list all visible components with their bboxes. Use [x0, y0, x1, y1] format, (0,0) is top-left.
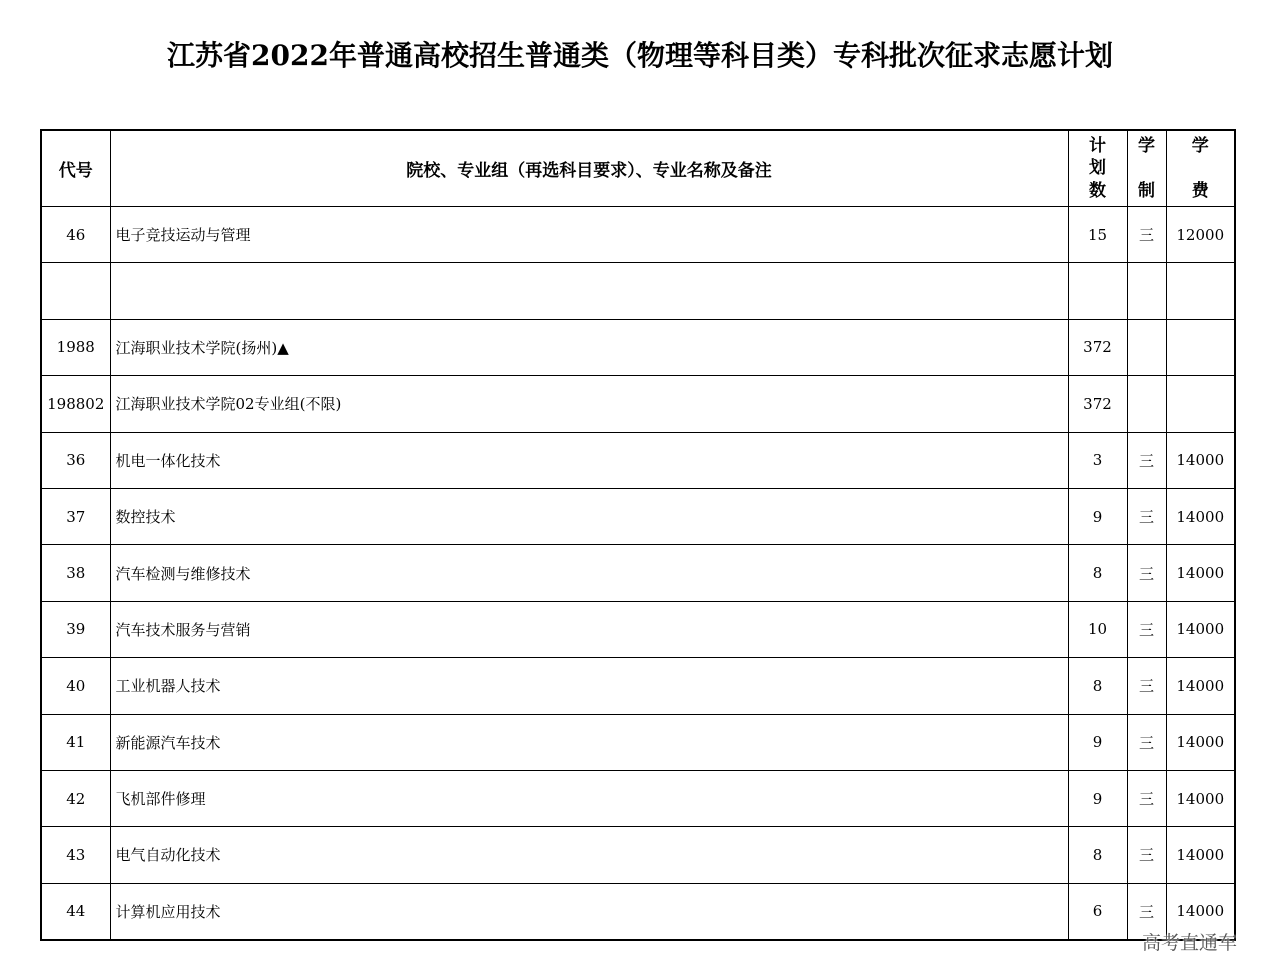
cell-plan: 10 [1068, 601, 1127, 657]
cell-name [110, 263, 1068, 319]
cell-fee: 14000 [1166, 770, 1235, 826]
table-row [41, 714, 1235, 770]
cell-name: 计算机应用技术 [110, 883, 1068, 939]
cell-name: 汽车检测与维修技术 [110, 545, 1068, 601]
cell-code: 37 [41, 488, 110, 544]
cell-plan [1068, 263, 1127, 319]
cell-fee: 14000 [1166, 488, 1235, 544]
table-row [41, 545, 1235, 601]
cell-code [41, 263, 110, 319]
cell-fee [1166, 376, 1235, 432]
table-row [41, 827, 1235, 883]
header-years-char: 制 [1138, 180, 1155, 201]
cell-name: 工业机器人技术 [110, 658, 1068, 714]
cell-code: 40 [41, 658, 110, 714]
cell-years: 三 [1127, 827, 1166, 883]
cell-plan: 372 [1068, 319, 1127, 375]
cell-code: 43 [41, 827, 110, 883]
header-name: 院校、专业组（再选科目要求）、专业名称及备注 [110, 130, 1068, 207]
table-row [41, 263, 1235, 319]
cell-code: 1988 [41, 319, 110, 375]
header-fee-char: 费 [1191, 180, 1209, 201]
table-row [41, 883, 1235, 939]
cell-fee: 14000 [1166, 601, 1235, 657]
cell-years: 三 [1127, 883, 1166, 939]
cell-plan: 372 [1068, 376, 1127, 432]
table-header-row [41, 130, 1235, 207]
cell-name: 电气自动化技术 [110, 827, 1068, 883]
cell-plan: 9 [1068, 714, 1127, 770]
page-title: 江苏省2022年普通高校招生普通类（物理等科目类）专科批次征求志愿计划 [167, 39, 1113, 72]
cell-years: 三 [1127, 432, 1166, 488]
enrollment-plan-table [40, 129, 1236, 941]
cell-years: 三 [1127, 770, 1166, 826]
header-fee [1166, 130, 1235, 207]
cell-years [1127, 319, 1166, 375]
cell-name: 江海职业技术学院(扬州)▲ [110, 319, 1068, 375]
cell-fee: 12000 [1166, 207, 1235, 263]
cell-plan: 9 [1068, 770, 1127, 826]
table-row [41, 488, 1235, 544]
cell-code: 39 [41, 601, 110, 657]
cell-fee: 14000 [1166, 545, 1235, 601]
cell-code: 46 [41, 207, 110, 263]
cell-years: 三 [1127, 488, 1166, 544]
header-years-char: 学 [1138, 135, 1155, 156]
table-row [41, 207, 1235, 263]
header-plan-char: 划 [1089, 158, 1106, 178]
header-plan [1068, 130, 1127, 207]
cell-fee: 14000 [1166, 827, 1235, 883]
watermark: 高考直通车 [1142, 932, 1238, 954]
cell-name: 新能源汽车技术 [110, 714, 1068, 770]
cell-fee: 14000 [1166, 883, 1235, 939]
cell-name: 江海职业技术学院02专业组(不限) [110, 376, 1068, 432]
cell-code: 38 [41, 545, 110, 601]
cell-plan: 8 [1068, 827, 1127, 883]
table-row [41, 658, 1235, 714]
table-row [41, 432, 1235, 488]
cell-plan: 15 [1068, 207, 1127, 263]
cell-years: 三 [1127, 601, 1166, 657]
cell-years: 三 [1127, 714, 1166, 770]
cell-plan: 8 [1068, 545, 1127, 601]
cell-fee: 14000 [1166, 658, 1235, 714]
cell-years: 三 [1127, 545, 1166, 601]
header-plan-char: 数 [1089, 180, 1106, 201]
cell-fee [1166, 263, 1235, 319]
header-fee-char: 学 [1191, 135, 1209, 156]
header-years [1127, 130, 1166, 207]
table-row [41, 601, 1235, 657]
cell-years [1127, 263, 1166, 319]
cell-name: 机电一体化技术 [110, 432, 1068, 488]
cell-name: 汽车技术服务与营销 [110, 601, 1068, 657]
cell-fee: 14000 [1166, 714, 1235, 770]
cell-years: 三 [1127, 658, 1166, 714]
cell-years [1127, 376, 1166, 432]
cell-name: 电子竞技运动与管理 [110, 207, 1068, 263]
table-row [41, 376, 1235, 432]
cell-years: 三 [1127, 207, 1166, 263]
cell-code: 36 [41, 432, 110, 488]
cell-code: 42 [41, 770, 110, 826]
cell-plan: 3 [1068, 432, 1127, 488]
cell-plan: 8 [1068, 658, 1127, 714]
cell-plan: 9 [1068, 488, 1127, 544]
cell-code: 41 [41, 714, 110, 770]
cell-code: 44 [41, 883, 110, 939]
header-code: 代号 [41, 130, 110, 207]
cell-fee [1166, 319, 1235, 375]
cell-fee: 14000 [1166, 432, 1235, 488]
table-row [41, 770, 1235, 826]
header-plan-char: 计 [1089, 135, 1106, 156]
cell-name: 数控技术 [110, 488, 1068, 544]
cell-code: 198802 [41, 376, 110, 432]
cell-plan: 6 [1068, 883, 1127, 939]
table-row [41, 319, 1235, 375]
cell-name: 飞机部件修理 [110, 770, 1068, 826]
